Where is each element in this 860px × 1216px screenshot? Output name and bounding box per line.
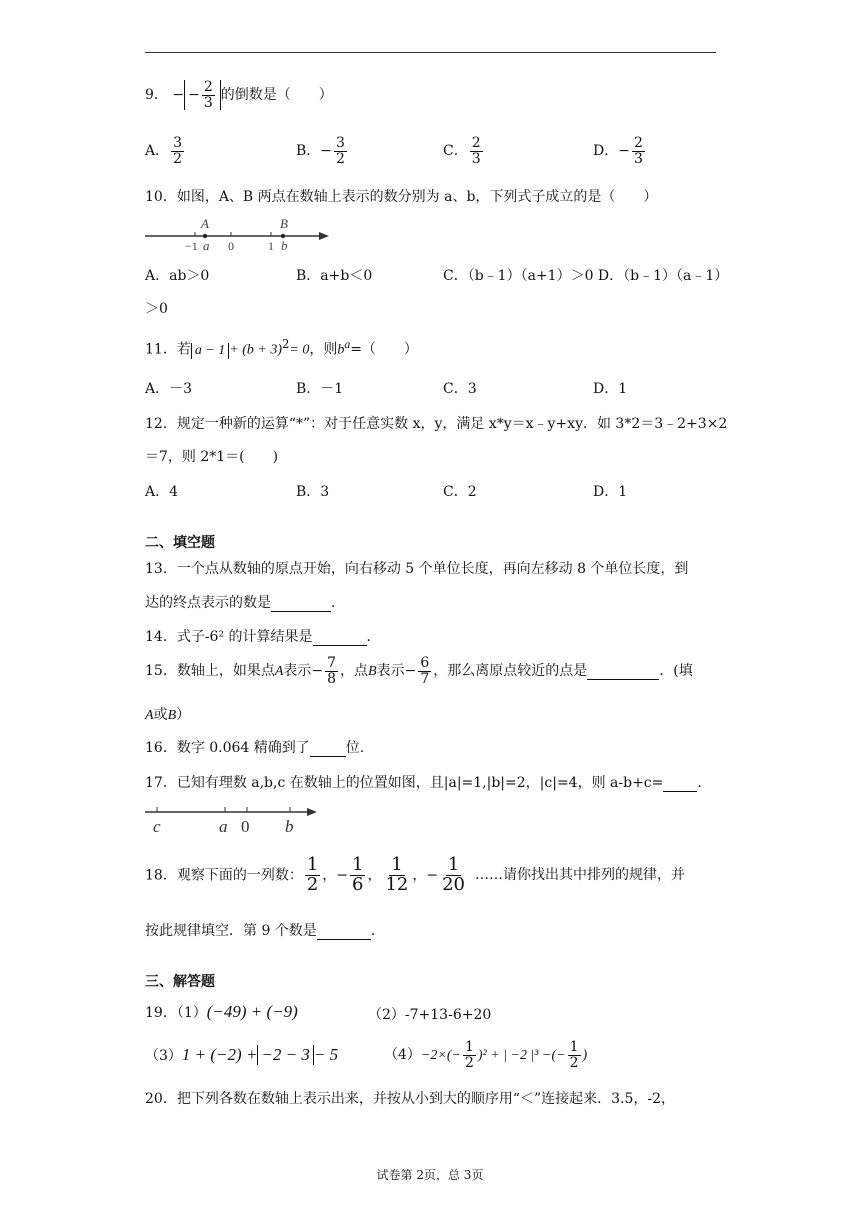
q15-frac-a-den: 8 [327,670,337,687]
q18-frac-1 [305,856,320,895]
q9-option-b-sign: − [320,143,333,160]
q9-option-b-num: 3 [336,135,345,151]
q14-text: 14．式子-6² 的计算结果是 [145,629,313,645]
q18-pre: 18．观察下面的一列数： [145,867,303,884]
q10-label-b: b [281,238,288,252]
q15-point-b: B [368,664,377,680]
q13-end: ． [331,595,345,611]
q19-part4 [384,1040,587,1070]
q15-mid1: 表示− [283,663,324,680]
q15-mid4: ，那么离原点较近的点是 [433,663,588,680]
q18-answer-blank[interactable] [317,923,371,940]
q16-text: 16．数字 0.064 精确到了 [145,740,310,756]
q9-option-a-frac [171,136,184,166]
q10-tick-minus1: −1 [185,239,198,252]
q15-line2-a: A [145,708,154,723]
q9-option-d-sign: − [618,143,630,160]
q18-frac-4-num: 1 [447,854,460,875]
header-rule [145,52,716,53]
q9-option-b-label: B． [296,143,321,160]
q19-part4-frac1 [463,1040,476,1070]
q18-frac-1-den: 2 [306,873,319,895]
q18-frac-2 [350,856,365,895]
q10-label-B: B [280,216,288,231]
q18-frac-3 [383,856,410,895]
q19-part4-mid: )² + | −2 |³ −(− [477,1048,566,1064]
q19-part4-label: （4） [384,1047,421,1064]
q19-part2: （2）-7+13-6+20 [368,1007,492,1023]
q11-abs-expr: a − 1 [191,343,229,359]
question-12-line1: 12．规定一种新的运算“*”：对于任意实数 x，y，满足 x*y＝x﹣y+xy．如 3*2＝3﹣2+3×2 [145,416,728,432]
q18-frac-4-den: 20 [442,873,466,895]
q19-part4-frac1-den: 2 [464,1054,474,1071]
q15-mid2: ，点 [340,663,369,680]
question-15 [145,656,693,686]
q14-answer-blank[interactable] [313,629,367,646]
q9-abs-value [184,80,221,110]
q9-tail: 的倒数是（ ） [220,87,333,104]
q13-line2-text: 达的终点表示的数是 [145,595,271,611]
question-14 [145,626,381,646]
question-19-row2 [145,1045,338,1065]
question-12-line2: ＝7，则 2*1＝( ) [145,449,279,465]
q19-part3-abs: −2 − 3 [257,1045,313,1065]
q10-tick-1: 1 [268,239,274,252]
q15-line2-end: ） [176,707,191,723]
q19-part1-expr: (−49) + (−9) [206,1002,298,1021]
q11-option-d: D．1 [593,381,628,397]
q9-fraction [202,80,215,110]
q19-part4-frac1-num: 1 [464,1039,474,1055]
q15-frac-b-den: 7 [420,670,430,687]
q19-part3-label: （3） [145,1048,182,1064]
q9-option-d-num: 2 [633,135,643,151]
q15-pre: 15．数轴上，如果点 [145,663,275,680]
q12-option-a: A．4 [145,484,179,500]
q11-b: b [337,342,345,358]
q19-part4-end: ) [582,1048,588,1064]
q16-end: 位． [345,740,374,756]
question-15-line2 [145,704,190,724]
q9-option-b-den: 2 [336,150,345,167]
q18-sep-3: ， [412,867,427,884]
q9-option-b [296,136,349,166]
question-11 [145,337,418,359]
section-fill-blank-heading: 二、填空题 [145,535,215,551]
q15-frac-a [325,656,338,686]
q9-minus: − [172,87,185,104]
q11-eq: = 0 [289,342,310,358]
q17-end: ． [697,775,712,791]
q9-option-a-den: 2 [173,150,183,167]
q9-option-d-den: 3 [633,150,643,167]
q9-number: 9． [145,87,168,104]
q9-option-c-frac [470,136,483,166]
question-18-line2 [145,920,385,940]
q18-frac-3-num: 1 [391,854,403,875]
q11-option-c: C．3 [443,381,477,397]
q11-mid: + (b + 3) [229,342,282,358]
q9-option-b-frac [334,136,347,166]
question-17 [145,772,711,792]
q9-fraction-num: 2 [203,79,213,95]
q19-part4-frac2 [568,1040,581,1070]
q19-part4-frac2-num: 1 [569,1039,579,1055]
q18-tail: ……请你找出其中排列的规律，并 [475,867,686,884]
question-20: 20．把下列各数在数轴上表示出来，并按从小到大的顺序用“＜”连接起来．3.5，-2， [145,1091,676,1107]
q10-number-line-figure [143,212,333,252]
q19-part3-pre: 1 + (−2) + [181,1045,258,1064]
q11-option-b: B．－1 [296,381,344,397]
q15-end: ．(填 [659,663,693,680]
q10-tick-0: 0 [228,239,234,252]
q15-answer-blank[interactable] [587,663,659,680]
q9-option-a [145,136,186,166]
q18-sep-1: ， [322,867,337,884]
q18-frac-2-den: 6 [352,873,364,895]
q18-line2-text: 按此规律填空．第 9 个数是 [145,923,317,939]
q9-option-c [443,136,485,166]
q19-part4-frac2-den: 2 [569,1054,579,1071]
q17-number-line-figure [143,804,321,836]
q15-frac-b [418,656,431,686]
q18-frac-3-den: 12 [385,873,409,895]
q17-text: 17．已知有理数 a,b,c 在数轴上的位置如图，且|a|=1,|b|=2，|c|=4，则 a-b+c= [145,775,664,791]
question-18 [145,856,685,895]
q18-frac-4-sign: − [426,867,439,884]
q11-number: 11．若 [145,341,191,358]
q15-point-a: A [274,664,284,680]
q16-answer-blank[interactable] [310,740,346,757]
question-10: 10．如图，A、B 两点在数轴上表示的数分别为 a、b，下列式子成立的是（ ） [145,189,658,205]
q18-end: ． [370,923,385,939]
q13-answer-blank[interactable] [271,595,331,612]
q19-part1-label: （1） [176,1005,207,1021]
q15-frac-b-num: 6 [420,655,430,671]
q17-label-c: c [153,817,161,836]
q14-end: ． [366,629,381,645]
q10-option-d-tail: ＞0 [145,301,168,317]
q15-line2-b: B [167,708,177,723]
q15-frac-a-num: 7 [327,655,337,671]
q18-sep-2: ， [367,867,382,884]
question-9 [145,80,333,110]
q9-fraction-den: 3 [203,94,213,111]
question-13-line1: 13．一个点从数轴的原点开始，向右移动 5 个单位长度，再向左移动 8 个单位长度，到 [145,561,689,577]
q10-option-a: A．ab＞0 [145,268,210,284]
q9-option-d [593,136,647,166]
q11-a-exp: a [344,338,351,351]
q17-answer-blank[interactable] [663,775,697,792]
q9-option-c-den: 3 [471,150,481,167]
page-footer: 试卷第 2页，总 3页 [376,1168,484,1182]
q18-frac-1-num: 1 [306,854,319,875]
q18-frac-2-num: 1 [352,854,364,875]
q10-option-cd: C．（b﹣1）（a+1）＞0 D．（b﹣1）（a﹣1） [443,268,729,284]
q15-mid3: 表示− [376,663,417,680]
q19-part3-post: − 5 [313,1045,339,1064]
q11-then: ，则 [309,341,338,358]
q18-frac-2-sign: − [336,867,349,884]
q9-inner-minus: − [188,87,200,104]
q19-part4-pre: −2×(− [420,1048,461,1064]
q12-option-c: C．2 [443,484,477,500]
q19-number: 19． [145,1005,177,1021]
q9-option-d-label: D． [593,143,619,160]
q9-option-a-label: A． [145,143,170,160]
q17-label-a: a [219,817,228,836]
q15-line2-mid: 或 [153,707,168,723]
q9-option-a-num: 3 [173,135,183,151]
q17-label-0: 0 [241,817,250,836]
q9-option-d-frac [632,136,645,166]
q11-tail: =（ ） [350,341,418,358]
q18-frac-4 [440,856,467,895]
question-13-line2 [145,592,345,612]
q10-label-A: A [201,216,209,231]
q11-option-a: A．－3 [145,381,193,397]
q12-option-b: B．3 [296,484,330,500]
question-16 [145,737,374,757]
q11-square: 2 [282,337,290,351]
q10-label-a: a [203,238,210,252]
question-19-row1 [145,1002,298,1022]
q12-option-d: D．1 [593,484,628,500]
q10-option-b: B．a+b＜0 [296,268,373,284]
q9-option-c-label: C． [443,143,468,160]
q9-option-c-num: 2 [471,135,481,151]
section-solutions-heading: 三、解答题 [145,974,215,990]
q17-label-b: b [285,817,294,836]
